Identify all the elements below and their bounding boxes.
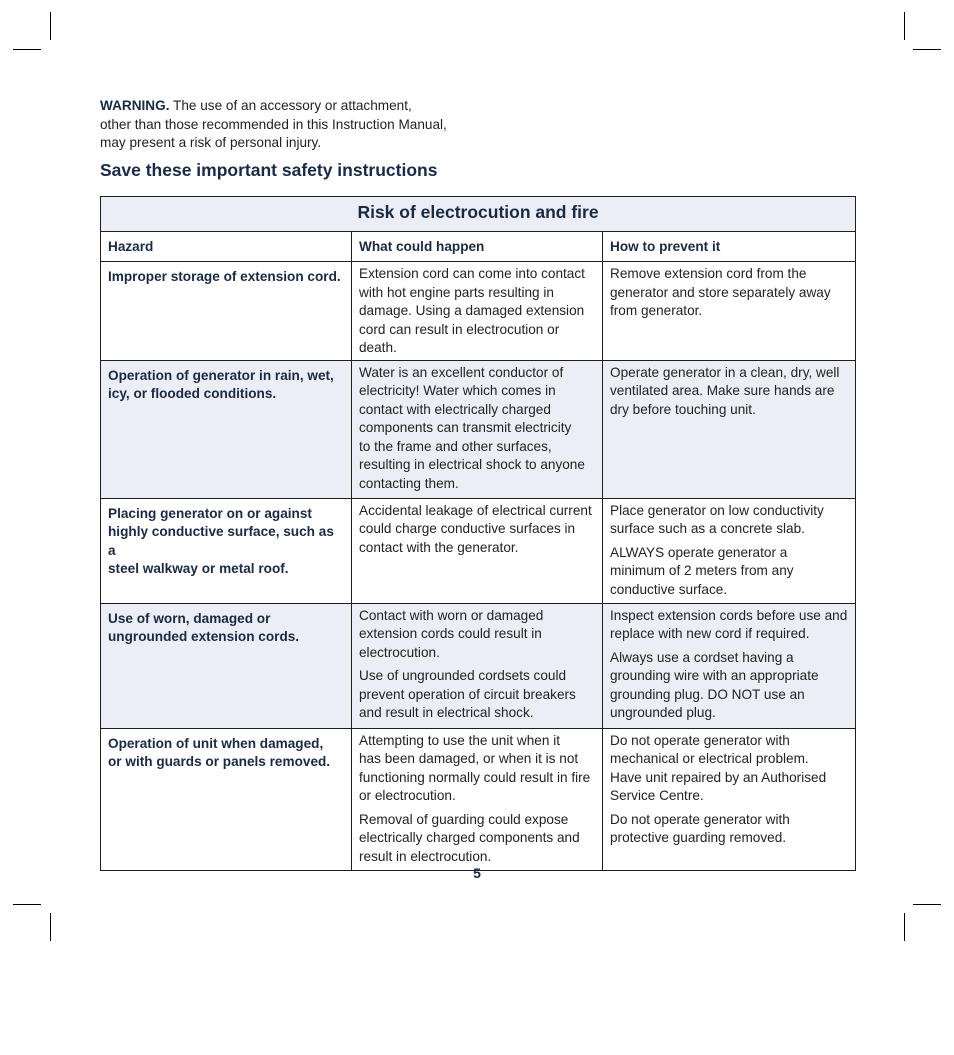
- warning-text: The use of an accessory or attachment,: [169, 98, 412, 113]
- paragraph: [610, 649, 848, 723]
- how-to-prevent-cell: [603, 262, 856, 361]
- consequence-text: components can transmit electricity: [359, 420, 572, 435]
- prevention-text: ALWAYS operate generator a: [610, 544, 788, 560]
- column-header-what-could-happen: What could happen: [352, 232, 603, 262]
- hazard-text: Improper storage of extension cord.: [108, 269, 341, 284]
- paragraph: [610, 732, 848, 806]
- consequence-text: contact with the generator.: [359, 539, 519, 555]
- prevention-text: Operate generator in a clean, dry, well: [610, 364, 840, 380]
- consequence-text: Removal of guarding could expose: [359, 811, 569, 827]
- prevention-text: Do not operate generator with: [610, 811, 790, 827]
- crop-mark: [13, 904, 41, 905]
- hazard-text: Operation of unit when damaged,: [108, 735, 324, 751]
- prevention-text: Service Centre.: [610, 788, 704, 803]
- warning-label: WARNING.: [100, 98, 170, 113]
- page-number: 5: [473, 865, 481, 881]
- consequence-text: functioning normally could result in fire: [359, 769, 591, 785]
- hazard-cell: [101, 728, 352, 870]
- paragraph: [359, 502, 595, 558]
- prevention-text: Do not operate generator with: [610, 732, 790, 748]
- hazard-text: Operation of generator in rain, wet,: [108, 367, 334, 383]
- how-to-prevent-cell: [603, 728, 856, 870]
- paragraph: [610, 265, 848, 321]
- hazard-cell: [101, 603, 352, 728]
- risk-table: [100, 196, 856, 871]
- consequence-text: or electrocution.: [359, 788, 456, 803]
- consequence-text: with hot engine parts resulting in: [359, 284, 554, 300]
- hazard-text: steel walkway or metal roof.: [108, 561, 289, 576]
- table-title: Risk of electrocution and fire: [101, 197, 856, 232]
- prevention-text: from generator.: [610, 303, 703, 318]
- consequence-text: Contact with worn or damaged: [359, 607, 544, 623]
- prevention-text: generator and store separately away: [610, 284, 831, 300]
- paragraph: [610, 811, 848, 848]
- paragraph: [359, 811, 595, 867]
- crop-mark: [50, 913, 51, 941]
- consequence-text: resulting in electrical shock to anyone: [359, 457, 585, 472]
- what-could-happen-cell: [352, 498, 603, 603]
- paragraph: [359, 607, 595, 663]
- prevention-text: Remove extension cord from the: [610, 266, 807, 281]
- consequence-text: electrocution.: [359, 644, 440, 660]
- prevention-text: Inspect extension cords before use and: [610, 607, 848, 623]
- consequence-text: to the frame and other surfaces,: [359, 438, 552, 454]
- paragraph: [610, 502, 848, 539]
- hazard-cell: [101, 498, 352, 603]
- crop-mark: [50, 12, 51, 40]
- what-could-happen-cell: [352, 262, 603, 361]
- paragraph: [610, 364, 848, 420]
- crop-mark: [913, 904, 941, 905]
- prevention-text: protective guarding removed.: [610, 830, 787, 845]
- consequence-text: and result in electrical shock.: [359, 705, 534, 720]
- paragraph: [359, 732, 595, 806]
- how-to-prevent-cell: [603, 498, 856, 603]
- consequence-text: prevent operation of circuit breakers: [359, 686, 576, 702]
- table-row: [101, 728, 856, 870]
- hazard-text: Use of worn, damaged or: [108, 610, 271, 626]
- what-could-happen-cell: [352, 603, 603, 728]
- prevention-text: dry before touching unit.: [610, 401, 756, 417]
- table-body: [101, 262, 856, 871]
- consequence-text: has been damaged, or when it is not: [359, 751, 579, 766]
- crop-mark: [904, 12, 905, 40]
- crop-mark: [904, 913, 905, 941]
- how-to-prevent-cell: [603, 360, 856, 498]
- hazard-text: Placing generator on or against: [108, 505, 312, 521]
- table-row: [101, 262, 856, 361]
- prevention-text: grounding plug. DO NOT use an: [610, 686, 805, 702]
- consequence-text: result in electrocution.: [359, 848, 492, 864]
- table-row: [101, 498, 856, 603]
- warning-note: [100, 97, 520, 153]
- how-to-prevent-cell: [603, 603, 856, 728]
- paragraph: [610, 544, 848, 600]
- what-could-happen-cell: [352, 728, 603, 870]
- paragraph: [359, 667, 595, 723]
- paragraph: [359, 364, 595, 494]
- hazard-text: highly conductive surface, such as a: [108, 524, 334, 558]
- hazard-text: or with guards or panels removed.: [108, 754, 331, 769]
- prevention-text: Have unit repaired by an Authorised: [610, 769, 827, 785]
- crop-mark: [13, 49, 41, 50]
- consequence-text: Use of ungrounded cordsets could: [359, 668, 567, 683]
- section-heading: Save these important safety instructions: [100, 160, 438, 180]
- prevention-text: ventilated area. Make sure hands are: [610, 383, 835, 398]
- consequence-text: damage. Using a damaged extension: [359, 303, 585, 318]
- hazard-cell: [101, 262, 352, 361]
- consequence-text: Accidental leakage of electrical current: [359, 502, 592, 518]
- prevention-text: grounding wire with an appropriate: [610, 668, 819, 683]
- what-could-happen-cell: [352, 360, 603, 498]
- hazard-text: ungrounded extension cords.: [108, 629, 300, 644]
- column-header-how-to-prevent: How to prevent it: [603, 232, 856, 262]
- consequence-text: cord can result in electrocution or death.: [359, 321, 560, 355]
- paragraph: [610, 607, 848, 644]
- consequence-text: could charge conductive surfaces in: [359, 521, 576, 536]
- crop-mark: [913, 49, 941, 50]
- consequence-text: contact with electrically charged: [359, 401, 551, 417]
- consequence-text: electrically charged components and: [359, 830, 580, 845]
- paragraph: [359, 265, 595, 358]
- hazard-cell: [101, 360, 352, 498]
- warning-text: may present a risk of personal injury.: [100, 135, 322, 150]
- consequence-text: electricity! Water which comes in: [359, 383, 556, 398]
- consequence-text: Attempting to use the unit when it: [359, 732, 561, 748]
- prevention-text: replace with new cord if required.: [610, 626, 810, 641]
- hazard-text: icy, or flooded conditions.: [108, 386, 277, 401]
- prevention-text: conductive surface.: [610, 581, 728, 597]
- warning-text: other than those recommended in this Instruction Manual,: [100, 116, 447, 132]
- consequence-text: Extension cord can come into contact: [359, 266, 585, 281]
- prevention-text: minimum of 2 meters from any: [610, 563, 794, 578]
- consequence-text: extension cords could result in: [359, 626, 542, 641]
- prevention-text: mechanical or electrical problem.: [610, 751, 809, 766]
- prevention-text: Place generator on low conductivity: [610, 502, 824, 518]
- prevention-text: ungrounded plug.: [610, 705, 716, 720]
- table-row: [101, 603, 856, 728]
- prevention-text: Always use a cordset having a: [610, 649, 794, 665]
- column-header-hazard: Hazard: [101, 232, 352, 262]
- consequence-text: contacting them.: [359, 475, 459, 491]
- consequence-text: Water is an excellent conductor of: [359, 364, 564, 380]
- prevention-text: surface such as a concrete slab.: [610, 521, 805, 536]
- table-row: [101, 360, 856, 498]
